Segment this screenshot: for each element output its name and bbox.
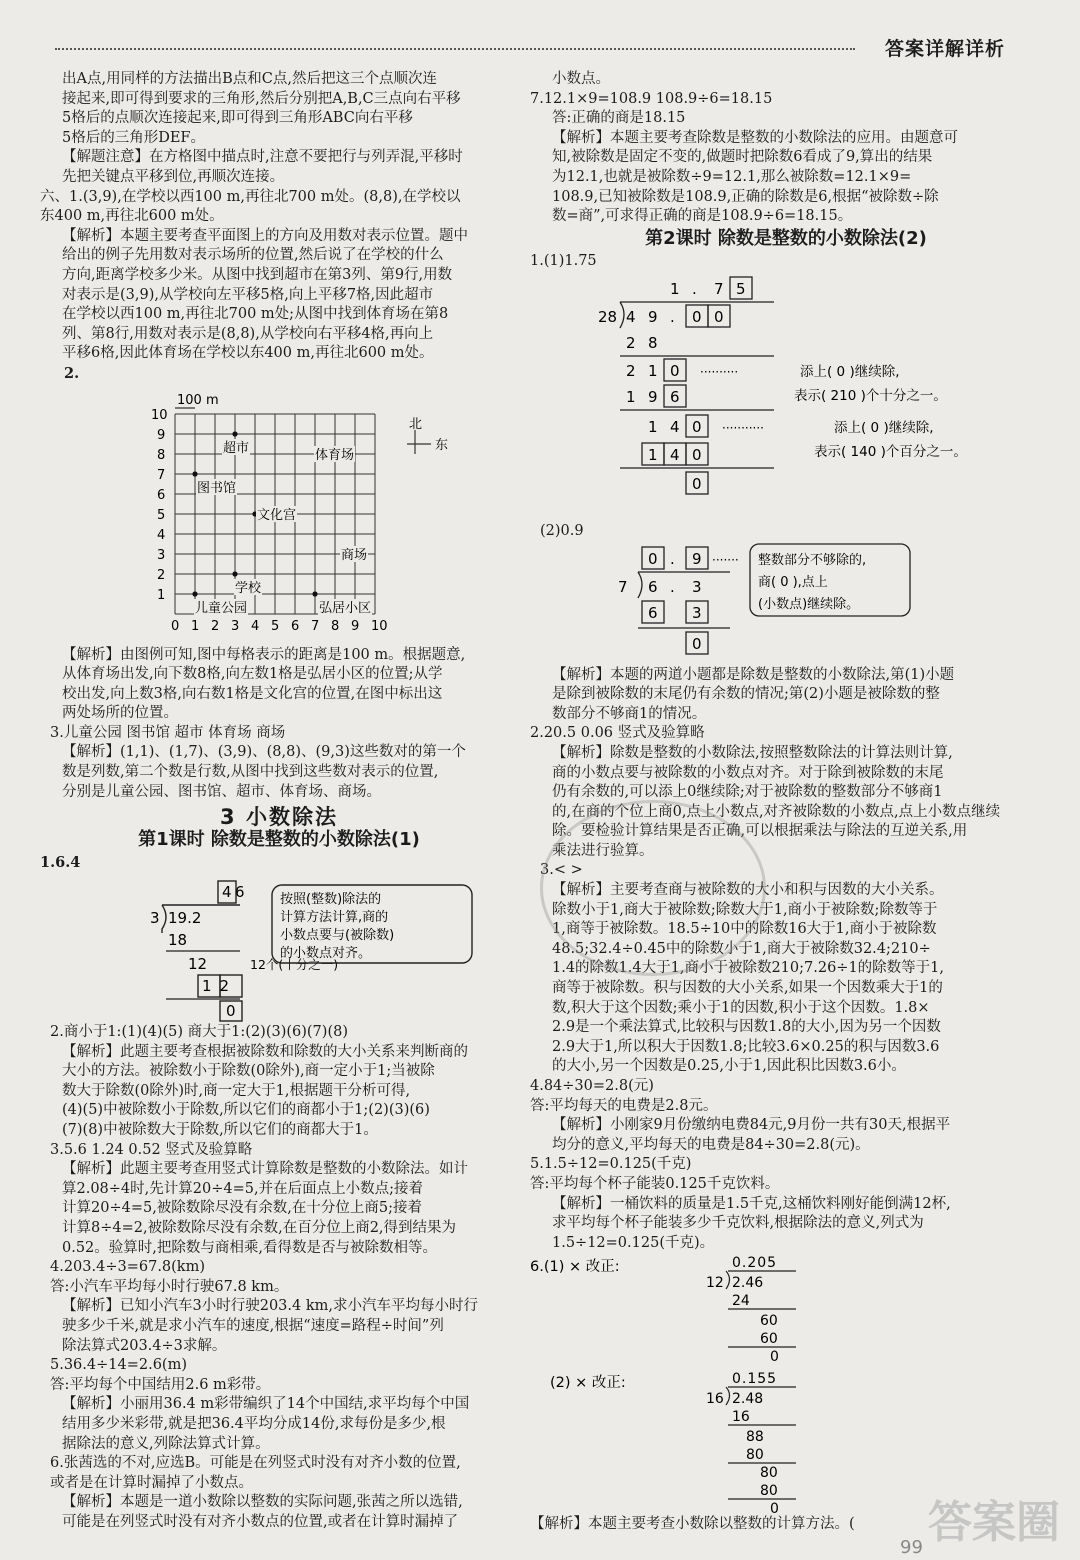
note-line: 添上( 0 )继续除,: [834, 419, 934, 436]
digit: .: [692, 279, 697, 298]
text-line: 1.5÷12=0.125(千克)。: [552, 1234, 715, 1251]
text-line: 两处场所的位置。: [62, 705, 178, 722]
text-line: 5格后的三角形DEF。: [62, 129, 205, 146]
watermark-text: 答案圈: [928, 1497, 1060, 1548]
text-line: (7)(8)中被除数大于除数,所以它们的商都大于1。: [62, 1122, 378, 1138]
page-number: 99: [900, 1537, 923, 1558]
text-line: 仍有余数的,可以添上0继续除;对于被除数的整数部分不够商1: [552, 784, 943, 801]
division-quotient: [218, 881, 245, 903]
place-point: [312, 591, 317, 596]
lesson2-q5: [530, 1155, 1042, 1194]
text-line: 答:平均每个中国结用2.6 m彩带。: [50, 1376, 271, 1393]
lesson1-q1: 1.6.4: [40, 854, 81, 872]
right-top-line: 小数点。: [552, 71, 610, 87]
quotient-digit: 4: [222, 883, 232, 902]
text-line: 均分的意义,平均每天的电费是84÷30=2.8(元)。: [552, 1136, 870, 1153]
y-tick-label: 2: [157, 567, 166, 583]
text-line: 6.张茜选的不对,应选B。可能是在列竖式时没有对齐小数的位置,: [50, 1455, 461, 1472]
q6-2-quotient: 0.155: [732, 1371, 778, 1388]
step-12: 12: [188, 955, 208, 974]
lesson1-q4: [40, 1258, 518, 1297]
place-label: 弘居小区: [319, 600, 372, 616]
x-tick-label: 0: [171, 618, 180, 634]
q6-2-label: (2) × 改正:: [550, 1375, 626, 1392]
place-label: 儿童公园: [195, 600, 248, 616]
text-line: 结用多少米彩带,就是把36.4平均分成14份,求每份是多少,根: [62, 1415, 446, 1432]
lesson2-q1-2: (2)0.9: [540, 522, 584, 539]
text-line: 5.1.5÷12=0.125(千克): [530, 1156, 692, 1173]
correction-divisions: [530, 1253, 1042, 1515]
text-line: 数=商”,可求得正确的商是108.9÷6=18.15。: [552, 208, 853, 225]
hint-box-line: 计算方法计算,商的: [280, 910, 389, 926]
text-line: 1.4的除数1.4大于1,商小于被除数210;7.26÷1的除数等于1,: [552, 960, 945, 977]
text-line: 除。要检验计算结果是否正确,可以根据乘法与除法的互逆关系,用: [552, 823, 968, 840]
text-line: 对表示是(3,9),从学校向左平移5格,向上平移7格,因此超市: [62, 286, 434, 303]
text-line: 【解析】由图例可知,图中每格表示的距离是100 m。根据题意,: [62, 646, 466, 663]
place-label: 超市: [223, 440, 250, 456]
hint-box-line: 按照(整数)除法的: [280, 892, 382, 908]
hint-box-line: (小数点)继续除。: [758, 596, 860, 612]
x-tick-label: 6: [291, 618, 300, 634]
x-tick-label: 7: [311, 618, 320, 634]
digit: 9: [648, 387, 658, 406]
long-division-0-9: [530, 542, 1042, 666]
note-line: 添上( 0 )继续除,: [800, 363, 900, 380]
lesson2-q3: 3.< >: [540, 862, 583, 879]
x-tick-label: 1: [191, 618, 200, 634]
step-12b: 12: [202, 977, 238, 996]
text-line: 5格后的点顺次连接起来,即可得到三角形ABC向右平移: [62, 110, 413, 127]
step-note: 12个(十分之一): [250, 957, 339, 973]
x-tick-label: 4: [251, 618, 260, 634]
left-column: [40, 70, 518, 1532]
text-line: (4)(5)中被除数小于除数,所以它们的商都小于1;(2)(3)(6): [62, 1102, 430, 1119]
hint-box-line: 整数部分不够除的,: [758, 552, 867, 568]
text-line: 校出发,向上数3格,向右数1格是文化宫的位置,在图中标出这: [62, 685, 443, 702]
question-2-analysis: [40, 646, 518, 724]
text-line: 从体育场出发,向下数8格,向左数1格是弘居小区的位置;从学: [62, 666, 443, 683]
q6-1-step: 60: [760, 1313, 778, 1330]
text-line: 知,被除数是固定不变的,做题时把除数6看成了9,算出的结果: [552, 149, 933, 166]
digit: 0: [648, 549, 658, 568]
digit: 1: [648, 417, 658, 436]
question-7-answer: 答:正确的商是18.15: [552, 110, 686, 127]
text-line: 108.9,已知被除数是108.9,正确的除数是6,根据“被除数÷除: [552, 188, 939, 205]
lesson2-q1-analysis: [530, 666, 1042, 725]
q6-2-step: 0: [770, 1501, 779, 1516]
digit: 2: [626, 333, 636, 352]
text-line: 乘法进行验算。: [552, 842, 654, 859]
lesson1-q4-analysis: [40, 1297, 518, 1356]
long-division-1-75: [530, 272, 1042, 522]
step-18: 18: [168, 931, 188, 950]
place-point: [232, 571, 237, 576]
hint-box-line: 的小数点对齐。: [280, 946, 372, 962]
note-line: 表示( 140 )个百分之一。: [814, 443, 967, 460]
text-line: 48.5;32.4÷0.45中的除数小于1,商大于被除数32.4;210÷: [552, 940, 931, 957]
left-intro: [40, 70, 518, 148]
text-line: 【解析】本题主要考查除数是整数的小数除法的应用。由题意可: [552, 129, 958, 146]
text-line: 东400 m,再往北600 m处。: [40, 208, 224, 225]
digit: 4: [626, 307, 636, 326]
text-line: 列、第8行,用数对表示是(8,8),从学校向右平移4格,再向上: [62, 325, 434, 342]
lesson2-q2: 2.20.5 0.06 竖式及验算略: [530, 725, 705, 742]
q6-1-divisor: 12: [706, 1275, 724, 1292]
digit: 2: [626, 361, 636, 380]
text-line: 接起来,即可得到要求的三角形,然后分别把A,B,C三点向右平移: [62, 90, 461, 107]
note-line: 表示( 210 )个十分之一。: [794, 387, 947, 404]
digit: 1: [626, 387, 636, 406]
text-line: 【解析】此题主要考查用竖式计算除数是整数的小数除法。如计: [62, 1161, 468, 1178]
text-line: 据除法的意义,列除法算式计算。: [62, 1435, 270, 1452]
text-line: 【解析】小刚家9月份缴纳电费84元,9月份一共有30天,根据平: [552, 1117, 951, 1134]
q6-2-step: 80: [760, 1483, 778, 1500]
text-line: 数是列数,第二个数是行数,从图中找到这些数对表示的位置,: [62, 764, 439, 781]
y-tick-label: 1: [157, 587, 166, 603]
question-7-analysis: [530, 129, 1042, 227]
place-label: 商场: [341, 547, 368, 563]
y-tick-label: 7: [157, 467, 166, 483]
text-line: 可能是在列竖式时没有对齐小数点的位置,或者在计算时漏掉了: [62, 1513, 459, 1530]
lesson1-q2: 2.商小于1:(1)(4)(5) 商大于1:(2)(3)(6)(7)(8): [50, 1024, 348, 1041]
text-line: 为12.1,也就是被除数÷9=12.1,那么被除数=12.1×9=: [552, 168, 912, 185]
digit: .: [670, 307, 675, 326]
divisor: 28: [598, 307, 618, 326]
text-line: 4.84÷30=2.8(元): [530, 1078, 654, 1094]
lesson2-q5-analysis: [530, 1195, 1042, 1254]
q6-2-step: 80: [760, 1465, 778, 1482]
q6-2-step: 16: [732, 1409, 750, 1426]
q6-2-dividend: 2.48: [732, 1391, 764, 1408]
question-6-1-analysis: [40, 227, 518, 364]
x-tick-label: 5: [271, 618, 280, 634]
lesson1-q6: [40, 1454, 518, 1493]
x-tick-label: 3: [231, 618, 240, 634]
text-line: 算2.08÷4时,先计算20÷4=5,并在后面点上小数点;接着: [62, 1180, 423, 1197]
lesson1-q3: 3.5.6 1.24 0.52 竖式及验算略: [50, 1141, 253, 1158]
text-line: 数部分不够商1的情况。: [552, 705, 707, 722]
q6-1-quotient: 0.205: [732, 1255, 778, 1272]
digit: 1: [648, 361, 658, 380]
digit: .: [670, 549, 675, 568]
lesson1-q3-analysis: [40, 1160, 518, 1258]
digit: 7: [714, 279, 724, 298]
digit: 3: [692, 577, 702, 596]
header-title: 答案详解详析: [884, 38, 1005, 60]
digit: 4: [670, 417, 680, 436]
divisor: 3: [150, 909, 160, 928]
y-tick-label: 6: [157, 487, 166, 503]
text-line: 方向,距离学校多少米。从图中找到超市在第3列、第9行,用数: [62, 266, 453, 283]
question-3-analysis: [40, 743, 518, 802]
text-line: 5.36.4÷14=2.6(m): [50, 1357, 187, 1374]
digit: 8: [648, 333, 658, 352]
digit: 0: [670, 361, 680, 380]
scale-label: 100 m: [177, 392, 219, 408]
unit-title: 3 小数除法: [220, 805, 338, 830]
text-line: 数大于除数(0除外)时,商一定大于1,根据题干分析可得,: [62, 1082, 411, 1099]
page-header: [55, 34, 1005, 64]
watermark-logo: [928, 1486, 1060, 1550]
digit: 0: [692, 417, 702, 436]
y-tick-label: 4: [157, 527, 166, 543]
text-line: 除法算式203.4÷3求解。: [62, 1337, 227, 1354]
place-label: 体育场: [315, 447, 355, 463]
x-tick-label: 9: [351, 618, 360, 634]
lesson2-q4-analysis: [530, 1116, 1042, 1155]
dotted-leader: ···········: [722, 420, 764, 435]
q6-2-divisor: 16: [706, 1391, 724, 1408]
text-line: 2.9大于1,所以积大于因数1.8;比较3.6×0.25的积与因数3.6: [552, 1038, 940, 1055]
text-line: 平移6格,因此体育场在学校以东400 m,再往北600 m处。: [62, 345, 434, 362]
hint-box-line: 小数点要与(被除数): [280, 928, 395, 944]
coordinate-grid: [40, 384, 518, 646]
stamp-mark: [540, 800, 766, 976]
x-tick-label: 10: [371, 618, 388, 634]
hint-box-line: 商( 0 ),点上: [758, 574, 828, 590]
text-line: 驶多少千米,就是求小汽车的速度,根据“速度=路程÷时间”列: [62, 1317, 444, 1334]
question-6-1: [40, 188, 518, 227]
text-line: 分别是儿童公园、图书馆、超市、体育场、商场。: [62, 783, 381, 800]
question-7: 7.12.1×9=108.9 108.9÷6=18.15: [530, 90, 773, 107]
lesson-2-title: 第2课时 除数是整数的小数除法(2): [645, 227, 927, 249]
text-line: 答:平均每天的电费是2.8元。: [530, 1097, 718, 1114]
lesson1-q5: [40, 1356, 518, 1395]
text-line: 求平均每个杯子能装多少千克饮料,根据除法的意义,列式为: [552, 1215, 924, 1232]
east-label: 东: [435, 437, 449, 453]
quotient-digit: 6: [235, 883, 245, 902]
dividend: 19.2: [168, 909, 202, 928]
header-dotted-rule: [55, 48, 855, 50]
digit: 0: [714, 307, 724, 326]
text-line: 的大小,另一个因数是0.25,小于1,因此积比因数3.6小。: [552, 1058, 906, 1075]
north-label: 北: [409, 416, 423, 432]
q6-2-step: 80: [746, 1447, 764, 1464]
text-line: 是除到被除数的末尾仍有余数的情况;第(2)小题是被除数的整: [552, 686, 940, 703]
digit: 9: [692, 549, 702, 568]
x-tick-label: 2: [211, 618, 220, 634]
y-tick-label: 5: [157, 507, 166, 523]
text-line: 先把关键点平移到位,再顺次连接。: [62, 168, 285, 185]
text-line: 【解析】除数是整数的小数除法,按照整数除法的计算法则计算,: [552, 744, 953, 761]
text-line: 【解析】此题主要考查根据被除数和除数的大小关系来判断商的: [62, 1043, 468, 1060]
digit: .: [670, 577, 675, 596]
text-line: 除数小于1,商大于被除数;除数大于1,商小于被除数;除数等于: [552, 901, 938, 918]
digit: 5: [736, 279, 746, 298]
question-3-answer: 3.儿童公园 图书馆 超市 体育场 商场: [50, 724, 286, 741]
text-line: 【解析】一桶饮料的质量是1.5千克,这桶饮料刚好能倒满12杯,: [552, 1195, 951, 1212]
digit: 9: [648, 307, 658, 326]
lesson1-q2-analysis: [40, 1043, 518, 1141]
place-label: 图书馆: [197, 480, 237, 496]
text-line: 商的小数点要与被除数的小数点对齐。对于除到被除数的末尾: [552, 764, 944, 781]
q6-1-step: 0: [770, 1349, 779, 1366]
place-label: 学校: [235, 580, 262, 596]
place-point: [192, 471, 197, 476]
text-line: 【解析】主要考查商与被除数的大小和积与因数的大小关系。: [552, 882, 944, 899]
digit: 0: [692, 445, 702, 464]
digit: 0: [692, 307, 702, 326]
solve-note: [40, 148, 518, 187]
text-line: 数,积大于这个因数;乘小于1的因数,积小于这个因数。1.8×: [552, 999, 930, 1016]
lesson1-q6-analysis: [40, 1493, 518, 1532]
text-line: 【解析】已知小汽车3小时行驶203.4 km,求小汽车平均每小时行: [62, 1298, 478, 1315]
digit: 3: [692, 603, 702, 622]
digit: 1: [670, 279, 680, 298]
division-bracket: [638, 572, 642, 598]
text-line: 【解析】(1,1)、(1,7)、(3,9)、(8,8)、(9,3)这些数对的第一个: [62, 744, 466, 761]
text-line: 答:小汽车平均每小时行驶67.8 km。: [50, 1278, 289, 1295]
digit: 6: [670, 387, 680, 406]
text-line: 4.203.4÷3=67.8(km): [50, 1259, 206, 1276]
text-line: 计算20÷4=5,被除数除尽没有余数,在十分位上商5;接着: [62, 1200, 423, 1217]
digit: 0: [692, 474, 702, 493]
digit: 0: [692, 634, 702, 653]
y-tick-label: 10: [151, 407, 168, 423]
divisor: 7: [618, 577, 628, 596]
division-bracket: [620, 302, 624, 328]
digit: 4: [670, 445, 680, 464]
digit: 1: [648, 445, 658, 464]
text-line: 答:平均每个杯子能装0.125千克饮料。: [530, 1175, 780, 1192]
digit: 6: [648, 603, 658, 622]
x-tick-label: 8: [331, 618, 340, 634]
q6-2-step: 88: [746, 1429, 764, 1446]
text-line: 1,商等于被除数。18.5÷10中的除数16大于1,商小于被除数: [552, 921, 937, 938]
text-line: 在学校以西100 m,再往北700 m处;从图中找到体育场在第8: [62, 306, 449, 323]
q6-1-label: 6.(1) × 改正:: [530, 1259, 620, 1276]
text-line: 商等于被除数。积与因数的大小关系,如果一个因数乘大于1的: [552, 980, 943, 997]
q6-1-dividend: 2.46: [732, 1275, 764, 1292]
lesson2-q4: [530, 1077, 1042, 1116]
dotted-leader: ··········: [700, 364, 739, 379]
text-line: 【解析】本题的两道小题都是除数是整数的小数除法,第(1)小题: [552, 666, 955, 683]
lesson1-q5-analysis: [40, 1395, 518, 1454]
place-point: [232, 431, 237, 436]
text-line: 出A点,用同样的方法描出B点和C点,然后把这三个点顺次连: [62, 71, 437, 87]
y-tick-label: 9: [157, 427, 166, 443]
place-point: [192, 591, 197, 596]
digit: 6: [648, 577, 658, 596]
text-line: 【解析】本题是一道小数除以整数的实际问题,张茜之所以选错,: [62, 1494, 463, 1511]
text-line: 的,在商的个位上商0,点上小数点,对齐被除数的小数点,点上小数点继续: [552, 803, 1001, 820]
text-line: 2.9是一个乘法算式,比较积与因数1.8的大小,因为另一个因数: [552, 1019, 941, 1036]
place-label: 文化宫: [257, 507, 297, 523]
text-line: 或者是在计算时漏掉了小数点。: [50, 1474, 253, 1491]
step-0: 0: [226, 1002, 236, 1021]
text-line: 【解析】小丽用36.4 m彩带编织了14个中国结,求平均每个中国: [62, 1396, 470, 1413]
lesson2-q1-1: 1.(1)1.75: [530, 253, 597, 270]
y-tick-label: 8: [157, 447, 166, 463]
y-tick-label: 3: [157, 547, 166, 563]
text-line: 六、1.(3,9),在学校以西100 m,再往北700 m处。(8,8),在学校以: [40, 188, 461, 205]
long-division-6-4: [40, 873, 518, 1023]
text-line: 【解析】本题主要考查平面图上的方向及用数对表示位置。题中: [62, 227, 468, 244]
dotted-leader: ·······: [712, 552, 739, 567]
right-column: [530, 70, 1042, 1535]
lesson-1-title: 第1课时 除数是整数的小数除法(1): [138, 828, 420, 850]
text-line: 大小的方法。被除数小于除数(0除外),商一定小于1;当被除: [62, 1063, 435, 1080]
text-line: 计算8÷4=2,被除数除尽没有余数,在百分位上商2,得到结果为: [62, 1219, 457, 1236]
text-line: 给出的例子先用数对表示场所的位置,然后说了在学校的什么: [62, 247, 444, 264]
question-2-label: 2.: [64, 364, 80, 382]
q6-analysis: 【解析】本题主要考查小数除以整数的计算方法。(: [530, 1516, 855, 1533]
q6-1-step: 60: [760, 1331, 778, 1348]
text-line: 【解题注意】在方格图中描点时,注意不要把行与列弄混,平移时: [62, 149, 463, 166]
text-line: 0.52。验算时,把除数与商相乘,看得数是否与被除数相等。: [62, 1239, 438, 1256]
q6-1-step: 24: [732, 1293, 750, 1310]
